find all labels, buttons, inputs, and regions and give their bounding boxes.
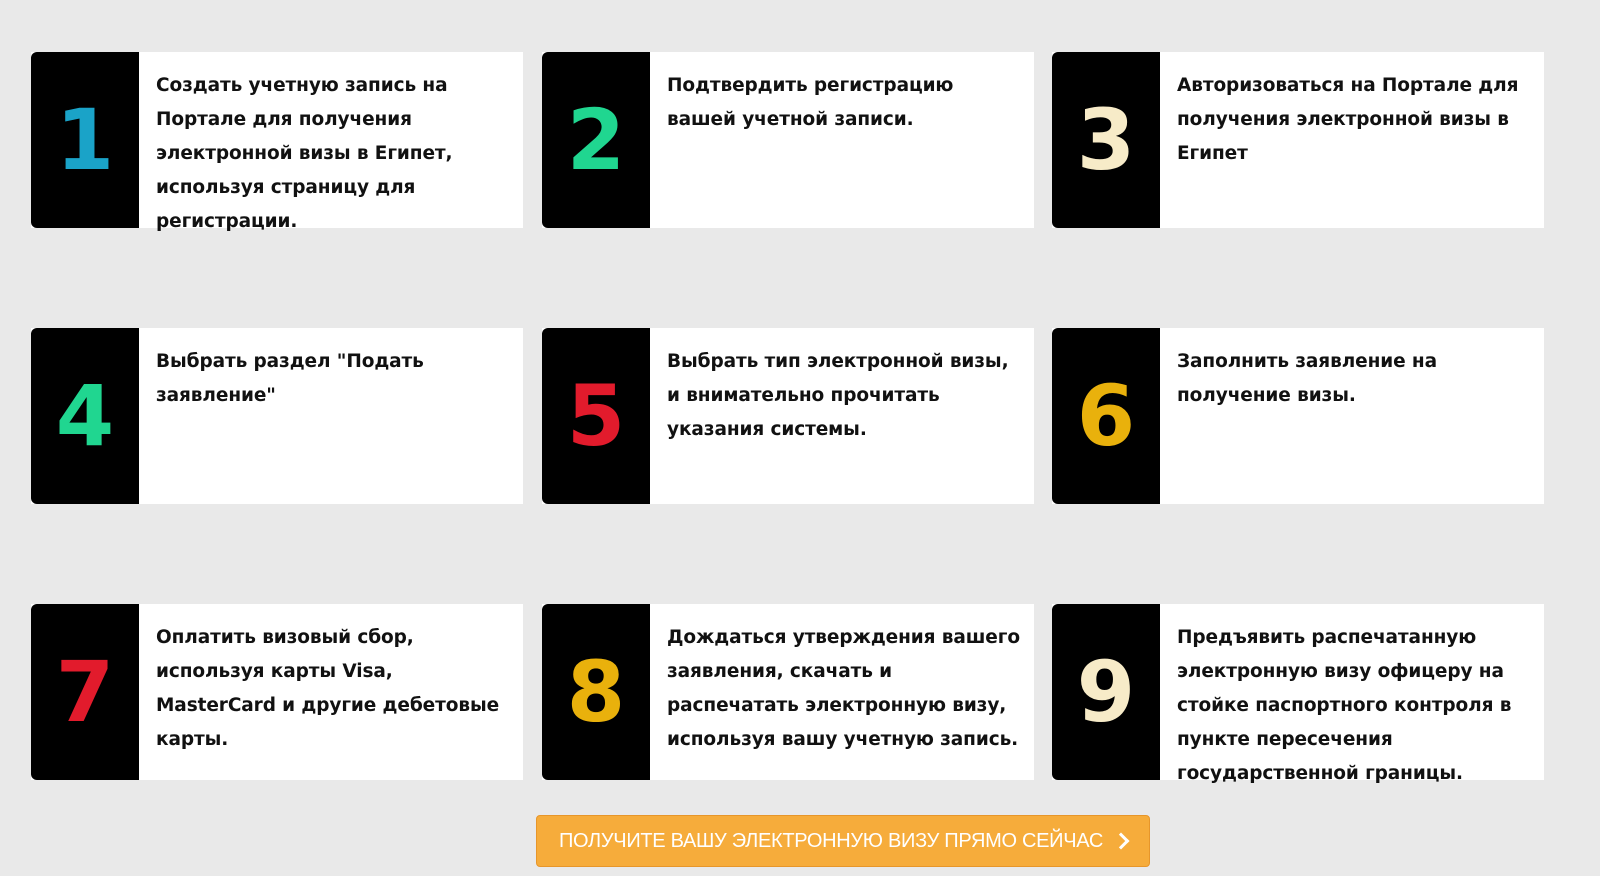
- step-number: 9: [1076, 643, 1136, 741]
- get-evisa-button[interactable]: [536, 815, 1150, 867]
- step-text: Предъявить распечатанную электронную визу офицеру на стойке паспортного контроля в пункте пересечения государственной границы.: [1177, 627, 1512, 784]
- step-text: Выбрать тип электронной визы, и внимательно прочитать указания системы.: [667, 351, 1009, 440]
- step-card-1: [31, 52, 523, 232]
- step-card-5: [542, 328, 1034, 504]
- step-number: 1: [55, 91, 115, 189]
- step-number-box: [542, 328, 650, 504]
- step-text: Оплатить визовый сбор, используя карты Visa, MasterCard и другие дебетовые карты.: [156, 627, 500, 750]
- step-number-box: [542, 604, 650, 780]
- step-card-7: [31, 604, 523, 780]
- step-number-box: [31, 604, 139, 780]
- step-number: 6: [1076, 367, 1136, 465]
- step-text: Создать учетную запись на Портале для получения электронной визы в Египет, используя страницу для регистрации.: [156, 75, 453, 232]
- step-number: 8: [566, 643, 626, 741]
- step-text: Выбрать раздел "Подать заявление": [156, 351, 424, 406]
- step-text: Авторизоваться на Портале для получения электронной визы в Египет: [1177, 75, 1519, 164]
- step-card-2: [542, 52, 1034, 228]
- step-card-8: [542, 604, 1034, 780]
- step-text: Дождаться утверждения вашего заявления, скачать и распечатать электронную визу, используя вашу учетную запись.: [667, 627, 1020, 750]
- step-card-4: [31, 328, 523, 504]
- step-number: 5: [566, 367, 626, 465]
- step-number-box: [31, 52, 139, 228]
- get-evisa-button-label: ПОЛУЧИТЕ ВАШУ ЭЛЕКТРОННУЮ ВИЗУ ПРЯМО СЕЙЧАС: [558, 829, 1104, 852]
- step-number: 7: [55, 643, 115, 741]
- step-number-box: [1052, 328, 1160, 504]
- step-card-3: [1052, 52, 1544, 228]
- step-number: 4: [55, 367, 115, 465]
- step-number: 2: [566, 91, 626, 189]
- chevron-right-icon: [1113, 833, 1130, 850]
- step-number-box: [542, 52, 650, 228]
- step-card-6: [1052, 328, 1544, 504]
- step-text: Заполнить заявление на получение визы.: [1177, 351, 1437, 406]
- step-card-9: [1052, 604, 1544, 784]
- step-number-box: [31, 328, 139, 504]
- step-number: 3: [1076, 91, 1136, 189]
- step-number-box: [1052, 52, 1160, 228]
- step-text: Подтвердить регистрацию вашей учетной записи.: [667, 75, 954, 130]
- step-number-box: [1052, 604, 1160, 780]
